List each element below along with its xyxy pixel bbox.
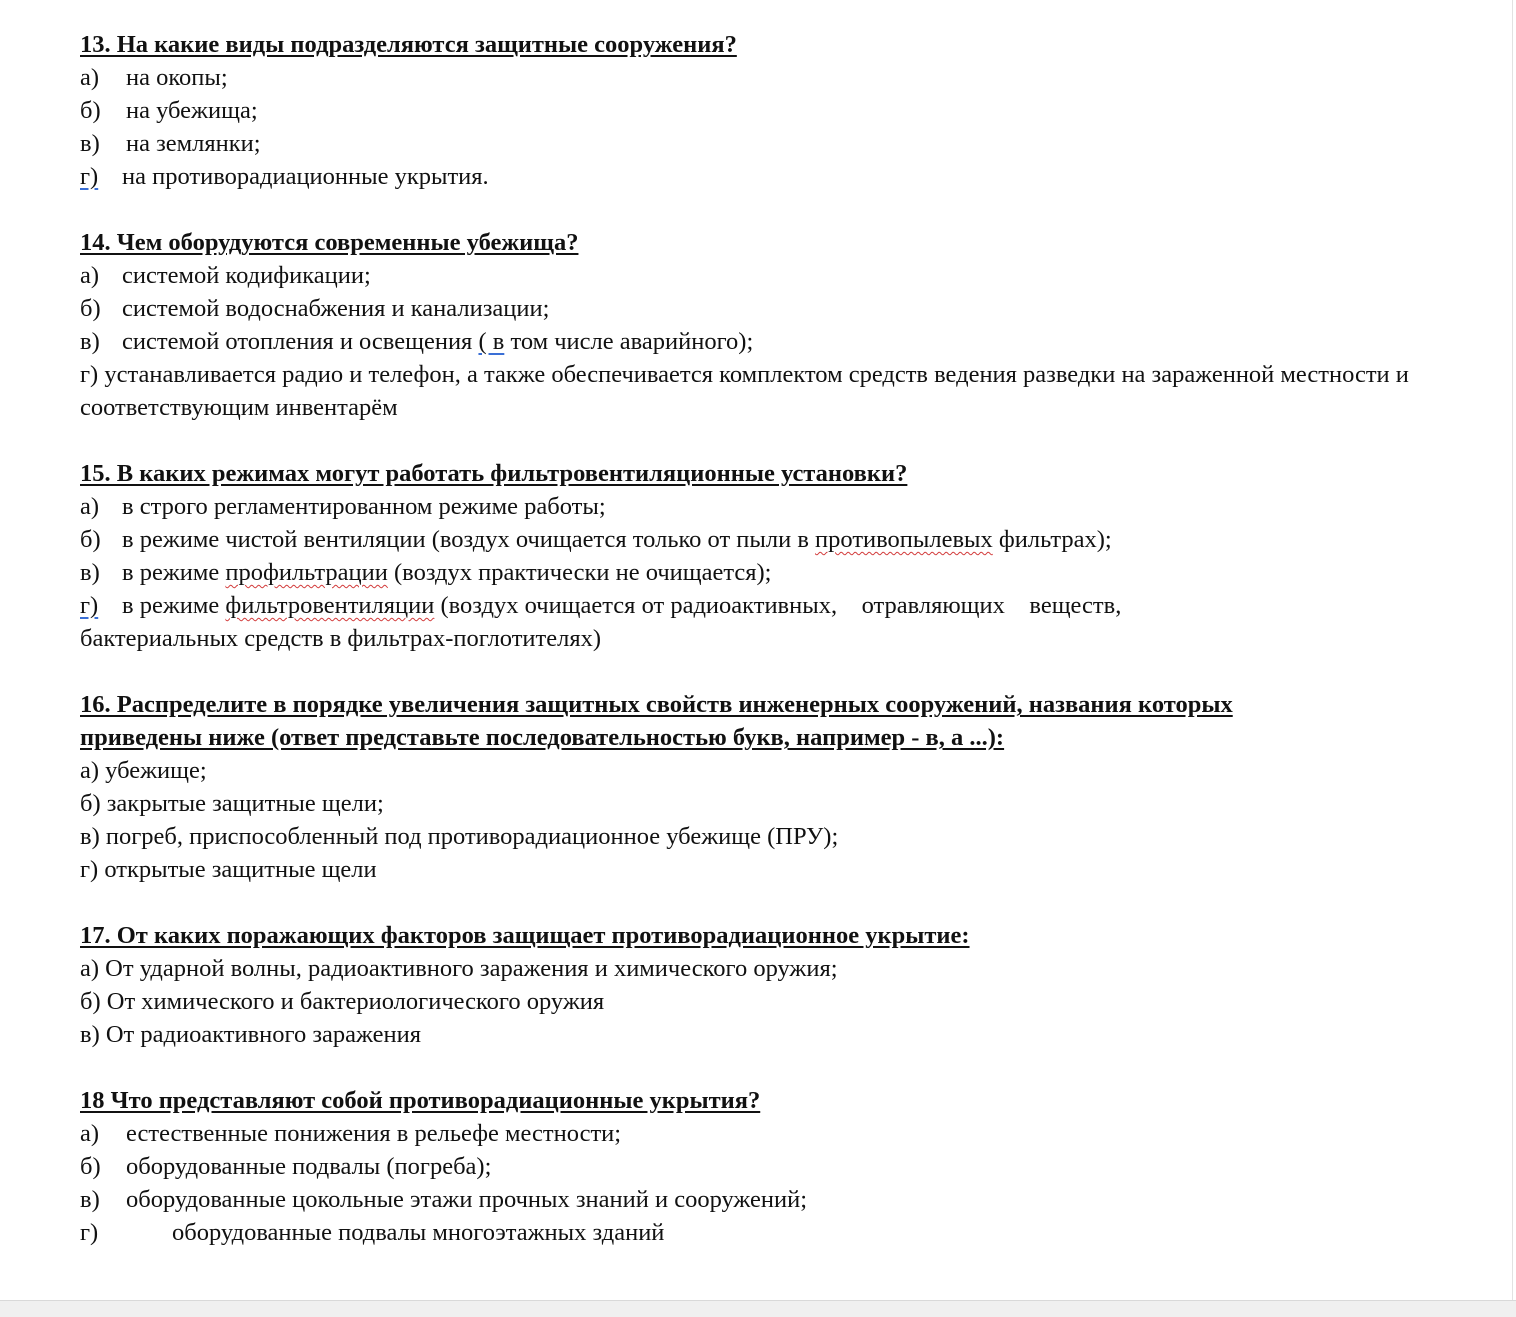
option-text: (воздух очищается от радиоактивных, отравляющих веществ,: [434, 592, 1122, 619]
option-marker: б): [80, 988, 101, 1015]
option-text: том числе аварийного);: [504, 328, 754, 355]
option-text: закрытые защитные щели;: [106, 790, 384, 817]
option-marker: б): [80, 1153, 101, 1180]
answer-option: [80, 127, 1450, 160]
question-17: [80, 919, 1450, 1051]
option-text: в строго регламентированном режиме работы;: [122, 493, 606, 520]
option-marker: а): [80, 955, 100, 982]
flagged-text: ( в: [478, 328, 505, 355]
answer-option: [80, 853, 1450, 886]
answer-option: [80, 820, 1450, 853]
question-13: [80, 28, 1450, 193]
question-14: [80, 226, 1450, 424]
question-title-line-2: приведены ниже (ответ представьте последовательностью букв, например - в, а ...):: [80, 724, 1005, 751]
spellcheck-flagged-word: фильтровентиляции: [225, 592, 435, 619]
option-marker: г): [80, 1219, 99, 1246]
option-text: в режиме: [122, 559, 226, 586]
option-marker: в): [80, 328, 100, 355]
answer-option: [80, 985, 1450, 1018]
option-text: на землянки;: [126, 130, 261, 157]
option-marker: а): [80, 757, 100, 784]
option-marker: б): [80, 295, 101, 322]
answer-option: [80, 292, 1450, 325]
option-text: открытые защитные щели: [104, 856, 377, 883]
answer-option: [80, 952, 1450, 985]
option-text: на окопы;: [126, 64, 228, 91]
question-title-line-1: 16. Распределите в порядке увеличения защитных свойств инженерных сооружений, названия которых: [80, 691, 1233, 718]
answer-option: [80, 589, 1450, 622]
answer-option: [80, 1150, 1450, 1183]
option-marker: в): [80, 1186, 100, 1213]
document-content: [80, 28, 1450, 1282]
question-title: 18 Что представляют собой противорадиационные укрытия?: [80, 1087, 761, 1114]
answer-option-continuation: бактериальных средств в фильтрах-поглотителях): [80, 625, 602, 652]
option-marker: а): [80, 1120, 100, 1147]
option-text: оборудованные подвалы многоэтажных зданий: [172, 1219, 665, 1246]
option-marker: в): [80, 130, 100, 157]
option-text: системой отопления и освещения: [122, 328, 479, 355]
question-title: 17. От каких поражающих факторов защищает противорадиационное укрытие:: [80, 922, 970, 949]
answer-option: [80, 325, 1450, 358]
option-text: в режиме: [122, 592, 226, 619]
page-bottom-edge: [0, 1300, 1516, 1317]
option-text: (воздух практически не очищается);: [387, 559, 772, 586]
option-marker: г): [80, 163, 99, 190]
answer-option: [80, 556, 1450, 589]
question-18: [80, 1084, 1450, 1249]
question-16: [80, 688, 1450, 886]
answer-option: [80, 490, 1450, 523]
option-text: погреб, приспособленный под противорадиационное убежище (ПРУ);: [105, 823, 839, 850]
option-text: оборудованные цокольные этажи прочных знаний и сооружений;: [126, 1186, 808, 1213]
option-marker: г): [80, 856, 99, 883]
answer-option: [80, 358, 1450, 424]
question-title: 13. На какие виды подразделяются защитные сооружения?: [80, 31, 737, 58]
option-text: фильтрах);: [992, 526, 1112, 553]
spellcheck-flagged-word: профильтрации: [225, 559, 388, 586]
option-marker: а): [80, 493, 100, 520]
answer-option: [80, 259, 1450, 292]
option-text: оборудованные подвалы (погреба);: [126, 1153, 492, 1180]
option-text: От ударной волны, радиоактивного заражения и химического оружия;: [105, 955, 838, 982]
option-marker: в): [80, 559, 100, 586]
option-text: на противорадиационные укрытия.: [122, 163, 489, 190]
option-marker: б): [80, 790, 101, 817]
question-title: 15. В каких режимах могут работать фильтровентиляционные установки?: [80, 460, 908, 487]
option-text: системой кодификации;: [122, 262, 371, 289]
answer-option: [80, 1117, 1450, 1150]
option-text: От химического и бактериологического оружия: [106, 988, 605, 1015]
answer-option: [80, 94, 1450, 127]
option-text: системой водоснабжения и канализации;: [122, 295, 550, 322]
answer-option: [80, 1216, 1450, 1249]
option-text: От радиоактивного заражения: [105, 1021, 421, 1048]
answer-option: [80, 160, 1450, 193]
answer-option: [80, 1018, 1450, 1051]
option-text: в режиме чистой вентиляции (воздух очищается только от пыли в: [122, 526, 816, 553]
option-text: устанавливается радио и телефон, а также обеспечивается комплектом средств ведения разведки на зараженной местности и соответствующим инвентарём: [80, 361, 1409, 421]
option-marker: а): [80, 262, 100, 289]
answer-option: [80, 754, 1450, 787]
option-marker: г): [80, 361, 99, 388]
option-text: естественные понижения в рельефе местности;: [126, 1120, 622, 1147]
option-marker: б): [80, 97, 101, 124]
answer-option: [80, 61, 1450, 94]
option-marker: г): [80, 592, 99, 619]
question-15: [80, 457, 1450, 655]
option-marker: в): [80, 823, 100, 850]
question-title: 14. Чем оборудуются современные убежища?: [80, 229, 579, 256]
answer-option: [80, 1183, 1450, 1216]
answer-option: [80, 523, 1450, 556]
option-marker: а): [80, 64, 100, 91]
answer-option: [80, 787, 1450, 820]
option-marker: в): [80, 1021, 100, 1048]
option-text: убежище;: [105, 757, 207, 784]
spellcheck-flagged-word: противопылевых: [815, 526, 993, 553]
option-text: на убежища;: [126, 97, 258, 124]
option-marker: б): [80, 526, 101, 553]
